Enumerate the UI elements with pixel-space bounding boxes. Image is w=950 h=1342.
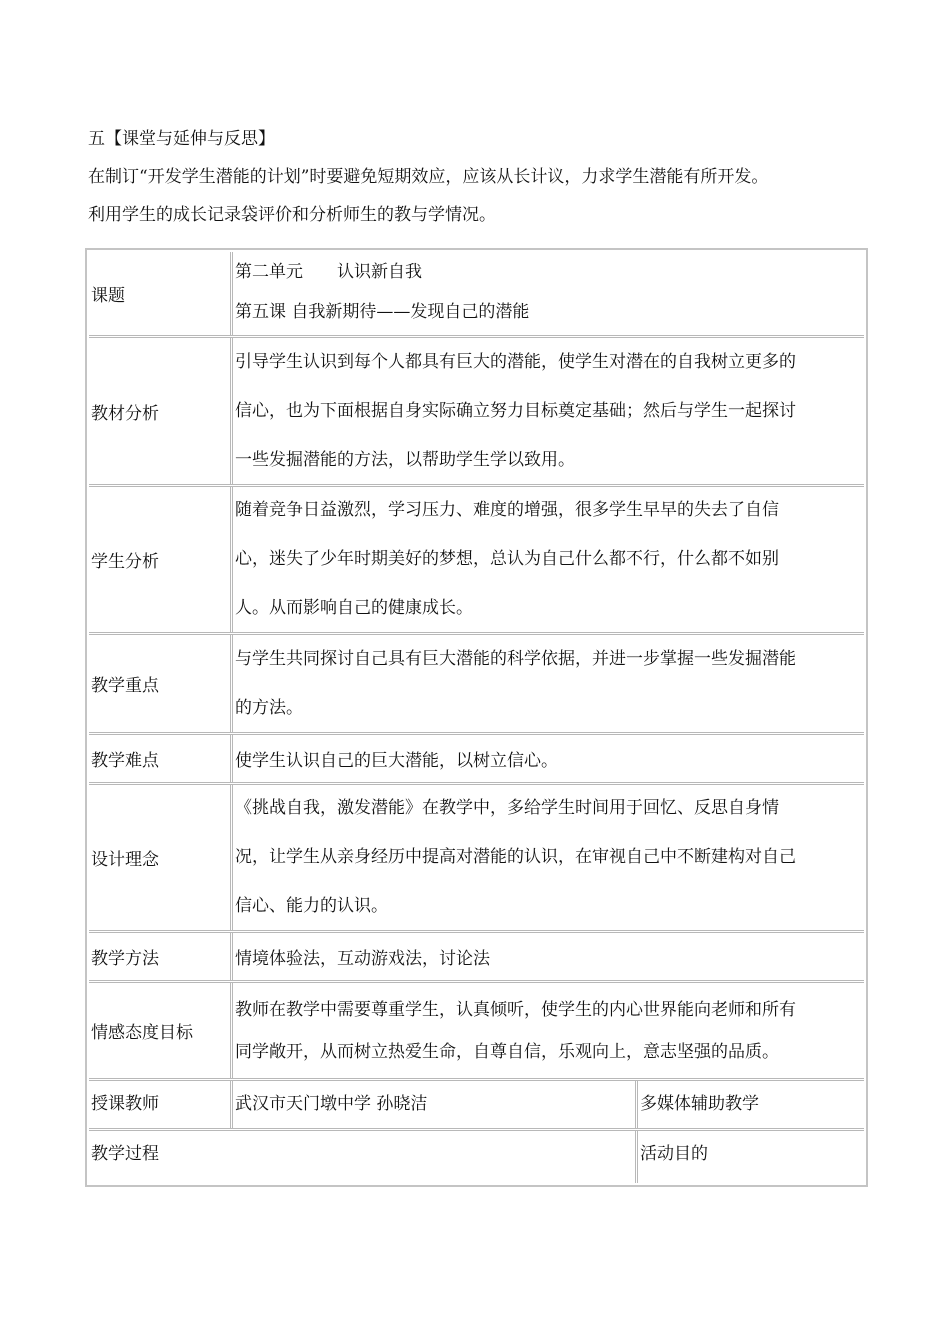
content-line: 同学敞开，从而树立热爱生命，自尊自信，乐观向上，意志坚强的品质。 — [235, 1041, 779, 1062]
content-line: 况，让学生从亲身经历中提高对潜能的认识，在审视自己中不断建构对自己 — [235, 847, 796, 867]
row-label: 教学难点 — [89, 735, 233, 782]
row-label: 情感态度目标 — [89, 983, 233, 1078]
content-line: 信心，也为下面根据自身实际确立努力目标奠定基础；然后与学生一起探讨 — [235, 400, 796, 421]
row-label: 教学方法 — [89, 933, 233, 980]
intro-line-2: 利用学生的成长记录袋评价和分析师生的教与学情况。 — [88, 205, 496, 225]
table-row-topic — [89, 252, 864, 338]
content-line: 人。从而影响自己的健康成长。 — [235, 598, 473, 618]
table-row-material-analysis — [89, 338, 864, 487]
row-content — [233, 933, 864, 980]
content-line: 与学生共同探讨自己具有巨大潜能的科学依据，并进一步掌握一些发掘潜能 — [235, 648, 796, 669]
table-row-key-points — [89, 635, 864, 735]
intro-section — [88, 120, 888, 234]
row-label: 课题 — [89, 252, 233, 335]
multimedia-label: 多媒体辅助教学 — [640, 1094, 759, 1114]
row-label: 学生分析 — [89, 487, 233, 632]
content-line: 使学生认识自己的巨大潜能，以树立信心。 — [235, 751, 558, 771]
row-content — [233, 252, 864, 335]
process-label: 教学过程 — [89, 1131, 638, 1183]
table-row-teacher — [89, 1081, 864, 1131]
content-line: 第五课 自我新期待——发现自己的潜能 — [235, 302, 530, 322]
row-label: 设计理念 — [89, 785, 233, 930]
content-line: 随着竞争日益激烈，学习压力、难度的增强，很多学生早早的失去了自信 — [235, 500, 779, 520]
table-row-design-concept — [89, 785, 864, 933]
content-line: 一些发掘潜能的方法，以帮助学生学以致用。 — [235, 449, 575, 470]
row-content — [233, 338, 864, 484]
activity-purpose-label: 活动目的 — [640, 1144, 708, 1164]
row-label: 授课教师 — [89, 1081, 233, 1128]
content-line: 情境体验法，互动游戏法，讨论法 — [235, 949, 490, 969]
row-content — [233, 635, 864, 732]
table-row-student-analysis — [89, 487, 864, 635]
row-content — [233, 983, 864, 1078]
teacher-value: 武汉市天门墩中学 孙晓洁 — [233, 1081, 638, 1128]
intro-line-1: 在制订“开发学生潜能的计划”时要避免短期效应，应该从长计议，力求学生潜能有所开发。 — [88, 167, 769, 187]
content-line: 第二单元 认识新自我 — [235, 262, 422, 282]
row-content — [233, 785, 864, 930]
row-label: 教学重点 — [89, 635, 233, 732]
table-row-teaching-methods — [89, 933, 864, 983]
lesson-plan-table — [85, 248, 868, 1187]
row-label: 教材分析 — [89, 338, 233, 484]
content-line: 信心、能力的认识。 — [235, 896, 388, 916]
row-content — [233, 487, 864, 632]
table-row-difficulties — [89, 735, 864, 785]
content-line: 教师在教学中需要尊重学生，认真倾听，使学生的内心世界能向老师和所有 — [235, 999, 796, 1020]
row-content — [233, 735, 864, 782]
table-row-process — [89, 1131, 864, 1183]
content-line: 心，迷失了少年时期美好的梦想，总认为自己什么都不行，什么都不如别 — [235, 549, 779, 569]
content-line: 引导学生认识到每个人都具有巨大的潜能，使学生对潜在的自我树立更多的 — [235, 351, 796, 372]
content-line: 的方法。 — [235, 697, 303, 718]
content-line: 《挑战自我，激发潜能》在教学中，多给学生时间用于回忆、反思自身情 — [235, 798, 779, 818]
section-heading: 五【课堂与延伸与反思】 — [88, 129, 275, 149]
table-row-emotional-goals — [89, 983, 864, 1081]
